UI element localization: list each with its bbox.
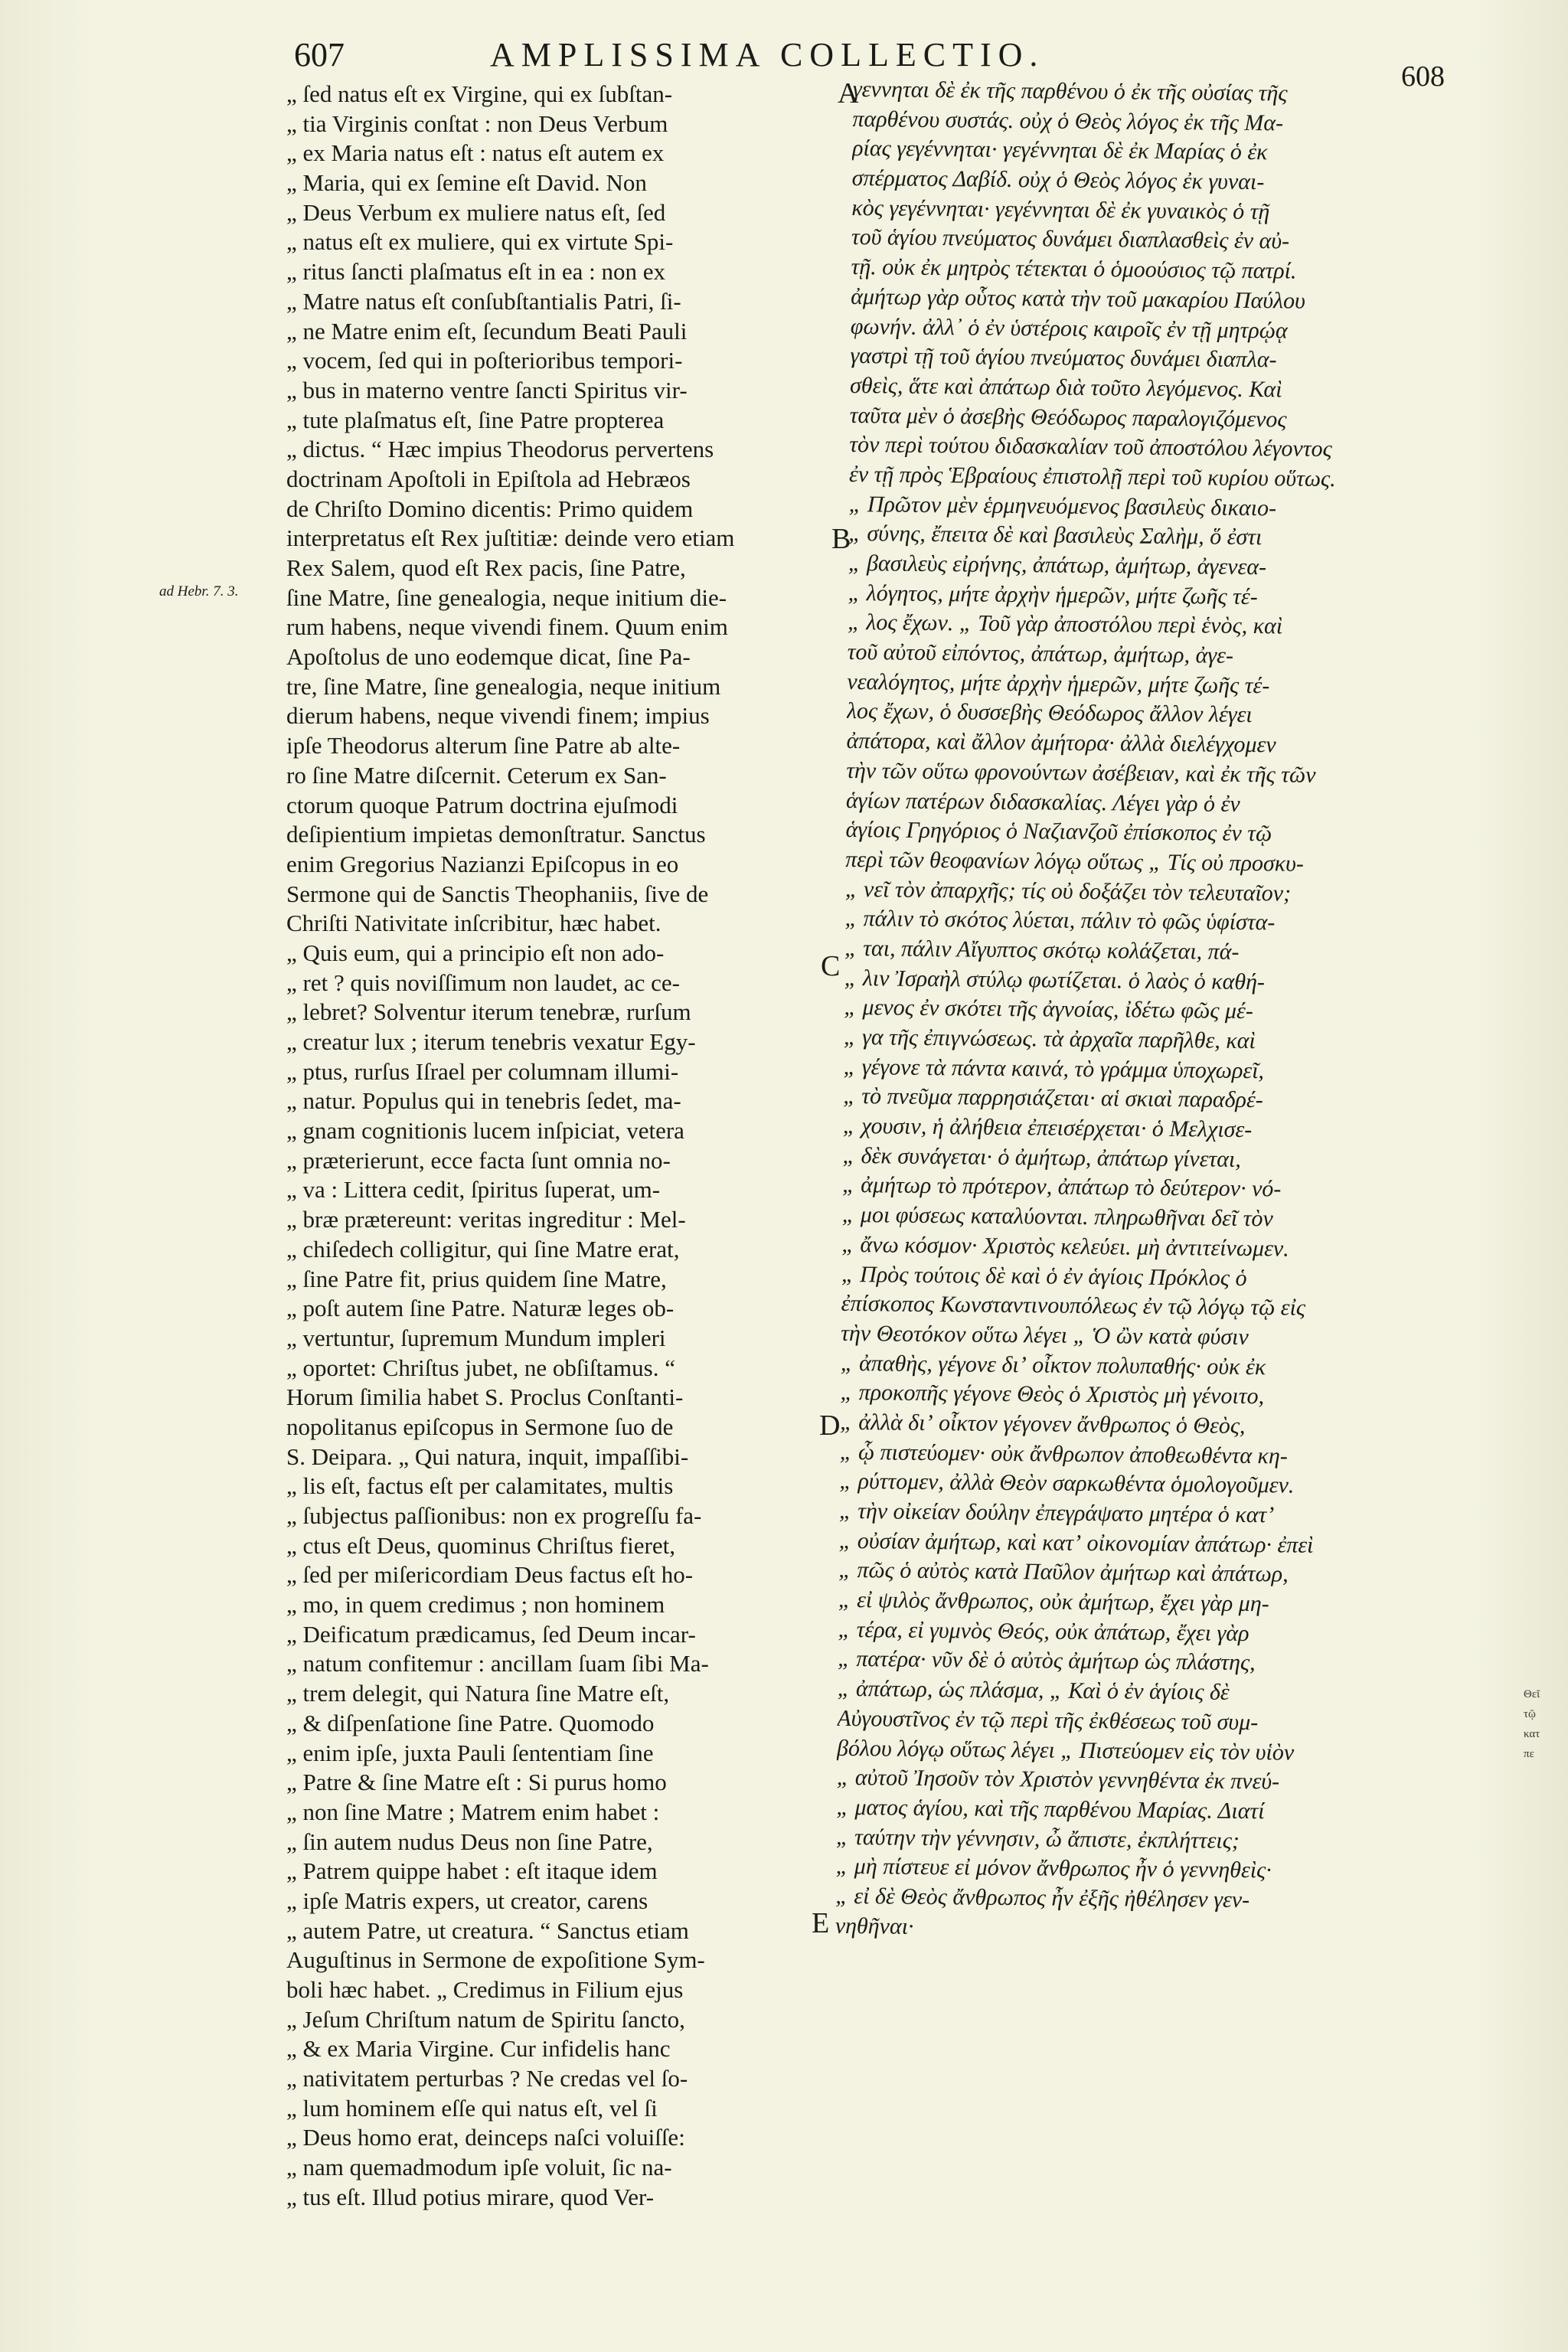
latin-text-line: Sermone qui de Sanctis Theophaniis, ſive de — [286, 880, 709, 907]
latin-text-line: „ poſt autem ſine Patre. Naturæ leges ob- — [286, 1295, 675, 1322]
greek-text-line: περὶ τῶν θεοφανίων λόγῳ οὕτως „ Τίς οὐ προσκυ- — [845, 846, 1305, 877]
greek-text-line: ἀπάτορα, καὶ ἄλλον ἀμήτορα· ἀλλὰ διελέγχομεν — [846, 728, 1276, 758]
greek-text-line: „ Πρῶτον μὲν ἑρμηνευόμενος βασιλεὺς δικαιο- — [848, 491, 1277, 521]
page-number-left: 607 — [294, 36, 345, 74]
latin-text-line: „ natum confitemur : ancillam ſuam ſibi Ma- — [286, 1650, 709, 1677]
latin-text-line: „ enim ipſe, juxta Pauli ſententiam ſine — [286, 1739, 654, 1766]
margin-letter-c: C — [821, 950, 841, 982]
greek-text-line: „ εἰ δὲ Θεὸς ἄνθρωπος ἦν ἐξῆς ἠθέλησεν γεν- — [835, 1883, 1250, 1913]
greek-text-line: „ χουσιν, ἡ ἀλήθεια ἐπεισέρχεται· ὁ Μελχισε- — [842, 1113, 1253, 1143]
greek-text-line: „ ᾧ πιστεύομεν· οὐκ ἄνθρωπον ἀποθεωθέντα κη- — [839, 1439, 1288, 1469]
margin-letter-e: E — [812, 1907, 830, 1939]
latin-text-line: doctrinam Apoſtoli in Epiſtola ad Hebræos — [286, 465, 691, 492]
greek-text-line: „ βασιλεὺς εἰρήνης, ἀπάτωρ, ἀμήτωρ, ἀγενεα- — [848, 550, 1267, 580]
latin-text-line: boli hæc habet. „ Credimus in Filium ejus — [286, 1976, 684, 2003]
greek-text-line: „ ἀπαθὴς, γέγονε διʼ οἶκτον πολυπαθής· οὐκ ἐκ — [840, 1350, 1266, 1380]
latin-text-line: „ ex Maria natus eſt : natus eſt autem ex — [286, 139, 665, 167]
greek-text-line: τὸν περὶ τούτου διδασκαλίαν τοῦ ἀποστόλου λέγοντος — [849, 432, 1332, 462]
latin-text-line: „ va : Littera cedit, ſpiritus ſuperat, um- — [286, 1176, 661, 1204]
fragment-line: τῷ — [1524, 1708, 1536, 1720]
latin-text-line: S. Deipara. „ Qui natura, inquit, impaſſibi- — [286, 1442, 689, 1470]
greek-text-line: „ λος ἔχων. „ Τοῦ γὰρ ἀποστόλου περὶ ἑνὸς, καὶ — [847, 609, 1283, 639]
latin-text-line: „ lis eſt, factus eſt per calamitates, multis — [286, 1472, 674, 1500]
latin-text-line: „ vocem, ſed qui in poſterioribus tempori- — [286, 347, 683, 374]
greek-text-line: σπέρματος Δαβίδ. οὐχ ὁ Θεὸς λόγος ἐκ γυναι- — [851, 165, 1265, 195]
greek-text-line: γαστρὶ τῇ τοῦ ἁγίου πνεύματος δυνάμει διαπλα- — [850, 343, 1277, 373]
greek-text-line: „ γα τῆς ἐπιγνώσεως. τὰ ἀρχαῖα παρῆλθε, καὶ — [843, 1024, 1256, 1054]
latin-text-line: Chriſti Nativitate inſcribitur, hæc habet. — [286, 910, 662, 937]
latin-text-line: „ mo, in quem credimus ; non hominem — [286, 1591, 665, 1619]
latin-text-line: „ ſin autem nudus Deus non ſine Patre, — [286, 1828, 653, 1855]
greek-text-line: παρθένου συστάς. οὐχ ὁ Θεὸς λόγος ἐκ τῆς Μα- — [852, 106, 1284, 136]
greek-text-line: „ οὐσίαν ἀμήτωρ, καὶ κατʼ οἰκονομίαν ἀπάτωρ· ἐπεὶ — [838, 1527, 1314, 1558]
greek-text-line: „ ἄνω κόσμον· Χριστὸς κελεύει. μὴ ἀντιτείνωμεν. — [841, 1231, 1289, 1262]
greek-text-line: „ ματος ἁγίου, καὶ τῆς παρθένου Μαρίας. Διατί — [836, 1794, 1265, 1824]
latin-text-line: „ natur. Populus qui in tenebris ſedet, ma- — [286, 1087, 681, 1115]
latin-text-line: „ chiſedech colligitur, qui ſine Matre erat, — [286, 1235, 680, 1263]
greek-text-line: „ ἀμήτωρ τὸ πρότερον, ἀπάτωρ τὸ δεύτερον· νό- — [841, 1172, 1282, 1202]
page-number-right: 608 — [1401, 60, 1445, 93]
latin-text-line: „ ipſe Matris expers, ut creator, carens — [286, 1886, 648, 1914]
greek-text-line: Αὐγουστῖνος ἐν τῷ περὶ τῆς ἐκθέσεως τοῦ συμ- — [837, 1705, 1259, 1735]
greek-text-line: ἐπίσκοπος Κωνσταντινουπόλεως ἐν τῷ λόγῳ τῷ εἰς — [841, 1291, 1306, 1321]
latin-text-line: ro ſine Matre diſcernit. Ceterum ex San- — [286, 761, 667, 789]
latin-text-line: „ ritus ſancti plaſmatus eſt in ea : non ex — [286, 258, 666, 286]
greek-text-line: τὴν Θεοτόκον οὕτω λέγει „ Ὁ ὢν κατὰ φύσιν — [841, 1320, 1249, 1350]
latin-text-line: Auguſtinus in Sermone de expoſitione Sym- — [286, 1946, 705, 1974]
latin-text-line: „ ſed natus eſt ex Virgine, qui ex ſubſtan- — [286, 80, 673, 107]
latin-text-line: „ Patrem quippe habet : eſt itaque idem — [286, 1857, 658, 1885]
latin-text-line: „ ſubjectus paſſionibus: non ex progreſſu fa- — [286, 1502, 702, 1529]
greek-text-line: ἁγίοις Γρηγόριος ὁ Ναζιανζοῦ ἐπίσκοπος ἐν τῷ — [845, 817, 1272, 847]
greek-text-line: „ εἰ ψιλὸς ἄνθρωπος, οὐκ ἀμήτωρ, ἔχει γὰρ μη- — [838, 1586, 1269, 1617]
latin-text-line: „ Deus Verbum ex muliere natus eſt, ſed — [286, 198, 666, 226]
latin-text-line: „ Quis eum, qui a principio eſt non ado- — [286, 939, 665, 966]
greek-text-line: ἐν τῇ πρὸς Ἑβραίους ἐπιστολῇ περὶ τοῦ κυρίου οὕτως. — [848, 461, 1336, 492]
greek-text-line: „ τὴν οἰκείαν δούλην ἐπεγράψατο μητέρα ὁ κατʼ — [838, 1498, 1275, 1528]
latin-text-line: „ ne Matre enim eſt, ſecundum Beati Pauli — [286, 317, 688, 345]
latin-text-line: enim Gregorius Nazianzi Epiſcopus in eo — [286, 850, 679, 877]
greek-text-line: ἁγίων πατέρων διδασκαλίας. Λέγει γὰρ ὁ ἐν — [845, 787, 1240, 817]
greek-text-line: „ γέγονε τὰ πάντα καινά, τὸ γράμμα ὑποχωρεῖ, — [843, 1054, 1265, 1083]
greek-text-line: τοῦ αὐτοῦ εἰπόντος, ἀπάτωρ, ἀμήτωρ, ἀγε- — [847, 639, 1234, 668]
latin-text-line: „ autem Patre, ut creatura. “ Sanctus etiam — [286, 1916, 689, 1944]
greek-text-line: „ ρύττομεν, ἀλλὰ Θεὸν σαρκωθέντα ὁμολογοῦμεν. — [839, 1468, 1295, 1498]
margin-note-hebrews: ad Hebr. 7. 3. — [159, 583, 239, 599]
fragment-line: Θεῖ — [1524, 1688, 1540, 1700]
latin-text-line: „ & ex Maria Virgine. Cur infidelis hanc — [286, 2035, 671, 2063]
latin-text-line: „ ptus, rurſus Iſrael per columnam illumi- — [286, 1057, 679, 1085]
latin-text-line: nopolitanus epiſcopus in Sermone ſuo de — [286, 1413, 674, 1440]
latin-text-line: „ creatur lux ; iterum tenebris vexatur Egy- — [286, 1028, 696, 1055]
latin-text-line: „ vertuntur, ſupremum Mundum impleri — [286, 1324, 666, 1351]
latin-text-line: „ nativitatem perturbas ? Ne credas vel ſo- — [286, 2065, 688, 2092]
greek-text-line: „ τὸ πνεῦμα παρρησιάζεται· αἱ σκιαὶ παραδρέ- — [843, 1083, 1263, 1113]
latin-text-line: „ præterierunt, ecce facta ſunt omnia no- — [286, 1146, 671, 1174]
greek-text-line: γεννηται δὲ ἐκ τῆς παρθένου ὁ ἐκ τῆς οὐσίας τῆς — [852, 76, 1288, 106]
latin-text-line: Rex Salem, quod eſt Rex pacis, ſine Patre, — [286, 554, 686, 581]
fragment-line: κατ — [1524, 1728, 1540, 1740]
greek-text-line: „ ταύτην τὴν γέννησιν, ὦ ἄπιστε, ἐκπλήττεις; — [835, 1824, 1240, 1854]
latin-text-line: rum habens, neque vivendi finem. Quum enim — [286, 613, 728, 641]
greek-text-line: βόλου λόγῳ οὕτως λέγει „ Πιστεύομεν εἰς τὸν υἱὸν — [836, 1735, 1295, 1766]
greek-text-line: „ ἀπάτωρ, ὡς πλάσμα, „ Καὶ ὁ ἐν ἁγίοις δὲ — [837, 1676, 1230, 1705]
latin-text-line: „ Deificatum prædicamus, ſed Deum incar- — [286, 1620, 696, 1648]
latin-text-line: „ bus in materno ventre ſancti Spiritus vir- — [286, 376, 688, 403]
latin-text-line: „ Patre & ſine Matre eſt : Si purus homo — [286, 1769, 667, 1796]
greek-text-line: ταῦτα μὲν ὁ ἀσεβὴς Θεόδωρος παραλογιζόμενος — [849, 402, 1287, 433]
latin-text-line: de Chriſto Domino dicentis: Primo quidem — [286, 495, 694, 522]
greek-text-line: λος ἔχων, ὁ δυσσεβὴς Θεόδωρος ἄλλον λέγει — [846, 698, 1253, 728]
greek-text-line: „ ται, πάλιν Αἴγυπτος σκότῳ κολάζεται, πά- — [844, 935, 1240, 965]
greek-text-line: „ Πρὸς τούτοις δὲ καὶ ὁ ἐν ἁγίοις Πρόκλος ὁ — [841, 1261, 1247, 1291]
greek-text-line: ἀμήτωρ γὰρ οὗτος κατὰ τὴν τοῦ μακαρίου Παύλου — [851, 283, 1305, 314]
margin-letter-d: D — [819, 1410, 841, 1442]
latin-text-line: „ lebret? Solventur iterum tenebræ, rurſum — [286, 998, 691, 1026]
latin-text-line: „ non ſine Matre ; Matrem enim habet : — [286, 1798, 660, 1825]
latin-text-line: interpretatus eſt Rex juſtitiæ: deinde vero etiam — [286, 524, 735, 552]
greek-text-line: „ προκοπῆς γέγονε Θεὸς ὁ Χριστὸς μὴ γένοιτο, — [840, 1380, 1265, 1410]
latin-text-line: „ natus eſt ex muliere, qui ex virtute Spi- — [286, 228, 674, 256]
latin-text-line: „ Maria, qui ex ſemine eſt David. Non — [286, 169, 647, 197]
greek-text-line: κὸς γεγέννηται· γεγέννηται δὲ ἐκ γυναικὸς ὁ τῇ — [851, 194, 1270, 224]
latin-text-line: „ tute plaſmatus eſt, ſine Patre propterea — [286, 406, 665, 433]
greek-text-line: νεαλόγητος, μήτε ἀρχὴν ἡμερῶν, μήτε ζωῆς τέ- — [847, 668, 1270, 699]
latin-text-line: Apoſtolus de uno eodemque dicat, ſine Pa- — [286, 643, 691, 671]
margin-letter-a: A — [838, 77, 859, 109]
latin-text-line: deſipientium impietas demonſtratur. Sanctus — [286, 821, 706, 848]
greek-text-line: „ λιν Ἰσραὴλ στύλῳ φωτίζεται. ὁ λαὸς ὁ καθή- — [844, 965, 1266, 995]
greek-text-line: σθεὶς, ἅτε καὶ ἀπάτωρ διὰ τοῦτο λεγόμενος. Καὶ — [849, 372, 1282, 403]
margin-letter-b: B — [831, 523, 851, 555]
greek-text-line: „ πάλιν τὸ σκότος λύεται, πάλιν τὸ φῶς ὑφίστα- — [844, 906, 1276, 936]
latin-text-line: „ tia Virginis conſtat : non Deus Verbum — [286, 109, 668, 137]
greek-text-line: „ αὐτοῦ Ἰησοῦν τὸν Χριστὸν γεννηθέντα ἐκ πνεύ- — [836, 1765, 1280, 1795]
latin-text-line: „ Deus homo erat, deinceps naſci voluiſſe: — [286, 2124, 685, 2151]
greek-text-line: „ πατέρα· νῦν δὲ ὁ αὐτὸς ἀμήτωρ ὡς πλάστης, — [837, 1646, 1256, 1676]
latin-text-line: „ ret ? quis noviſſimum non laudet, ac ce- — [286, 969, 680, 996]
latin-text-line: „ lum hominem eſſe qui natus eſt, vel ſi — [286, 2094, 658, 2122]
greek-text-line: „ μενος ἐν σκότει τῆς ἀγνοίας, ἰδέτω φῶς μέ- — [844, 995, 1254, 1024]
latin-text-line: ipſe Theodorus alterum ſine Patre ab alte- — [286, 732, 681, 760]
latin-text-line: „ & diſpenſatione ſine Patre. Quomodo — [286, 1709, 655, 1736]
greek-text-line: „ λόγητος, μήτε ἀρχὴν ἡμερῶν, μήτε ζωῆς τέ- — [848, 580, 1258, 609]
latin-text-line: „ dictus. “ Hæc impius Theodorus pervertens — [286, 436, 714, 463]
latin-text-line: „ ctus eſt Deus, quominus Chriſtus fieret, — [286, 1531, 675, 1559]
latin-text-line: „ oportet: Chriſtus jubet, ne obſiſtamus. “ — [286, 1354, 675, 1381]
greek-text-line: „ πῶς ὁ αὐτὸς κατὰ Παῦλον ἀμήτωρ καὶ ἀπάτωρ, — [838, 1557, 1289, 1587]
greek-text-line: „ ἀλλὰ διʼ οἶκτον γέγονεν ἄνθρωπος ὁ Θεὸς, — [839, 1409, 1246, 1439]
greek-text-line: „ σύνης, ἔπειτα δὲ καὶ βασιλεὺς Σαλὴμ, ὅ ἐστι — [848, 521, 1263, 550]
latin-column — [286, 80, 841, 2213]
latin-text-line: ctorum quoque Patrum doctrina ejuſmodi — [286, 791, 678, 818]
latin-text-line: „ ſed per miſericordiam Deus factus eſt ho- — [286, 1561, 694, 1589]
latin-text-line: „ Jeſum Chriſtum natum de Spiritu ſancto, — [286, 2005, 685, 2033]
latin-text-line: ſine Matre, ſine genealogia, neque initium die- — [286, 583, 727, 611]
latin-text-line: „ trem delegit, qui Natura ſine Matre eſt, — [286, 1680, 670, 1707]
greek-column — [835, 75, 1435, 1946]
latin-text-line: „ bræ prætereunt: veritas ingreditur : Mel- — [286, 1206, 686, 1233]
greek-text-line: τὴν τῶν οὕτω φρονούντων ἀσέβειαν, καὶ ἐκ τῆς τῶν — [846, 757, 1316, 788]
latin-text-line: dierum habens, neque vivendi finem; impius — [286, 702, 710, 730]
greek-text-line: „ δὲκ συνάγεται· ὁ ἀμήτωρ, ἀπάτωρ γίνεται, — [842, 1142, 1241, 1172]
greek-text-line: ρίας γεγέννηται· γεγέννηται δὲ ἐκ Μαρίας ὁ ἐκ — [851, 136, 1268, 165]
greek-text-line: „ μοι φύσεως καταλύονται. πληρωθῆναι δεῖ τὸν — [841, 1202, 1273, 1232]
latin-text-line: „ gnam cognitionis lucem inſpiciat, vetera — [286, 1117, 684, 1145]
greek-text-line: „ νεῖ τὸν ἀπαρχῆς; τίς οὐ δοξάζει τὸν τελευταῖον; — [844, 876, 1292, 906]
latin-text-line: tre, ſine Matre, ſine genealogia, neque initium — [286, 672, 721, 700]
adjacent-page-fragment — [1524, 1684, 1568, 1764]
greek-text-line: νηθῆναι· — [835, 1913, 914, 1939]
latin-text-line: „ nam quemadmodum ipſe voluit, ſic na- — [286, 2154, 672, 2181]
latin-text-line: „ tus eſt. Illud potius mirare, quod Ver- — [286, 2183, 655, 2210]
greek-text-line: „ τέρα, εἰ γυμνὸς Θεός, οὐκ ἀπάτωρ, ἔχει γὰρ — [838, 1616, 1250, 1646]
greek-text-line: τοῦ ἁγίου πνεύματος δυνάμει διαπλασθεὶς ἐν αὐ- — [851, 224, 1290, 254]
latin-text-line: Horum ſimilia habet S. Proclus Conſtanti- — [286, 1383, 684, 1411]
greek-text-line: τῇ. οὐκ ἐκ μητρὸς τέτεκται ὁ ὁμοούσιος τῷ πατρί. — [851, 254, 1297, 284]
fragment-line: πε — [1524, 1748, 1534, 1760]
latin-text-line: „ Matre natus eſt conſubſtantialis Patri, ſi- — [286, 287, 681, 315]
greek-text-line: „ μὴ πίστευε εἰ μόνον ἄνθρωπος ἦν ὁ γεννηθεὶς· — [835, 1854, 1272, 1883]
greek-text-line: φωνήν. ἀλλ᾽ ὁ ἐν ὑστέροις καιροῖς ἐν τῇ μητρῴᾳ — [850, 313, 1288, 343]
running-title: AMPLISSIMA COLLECTIO. — [490, 36, 1045, 74]
latin-text-line: „ ſine Patre fit, prius quidem ſine Matre, — [286, 1265, 667, 1292]
